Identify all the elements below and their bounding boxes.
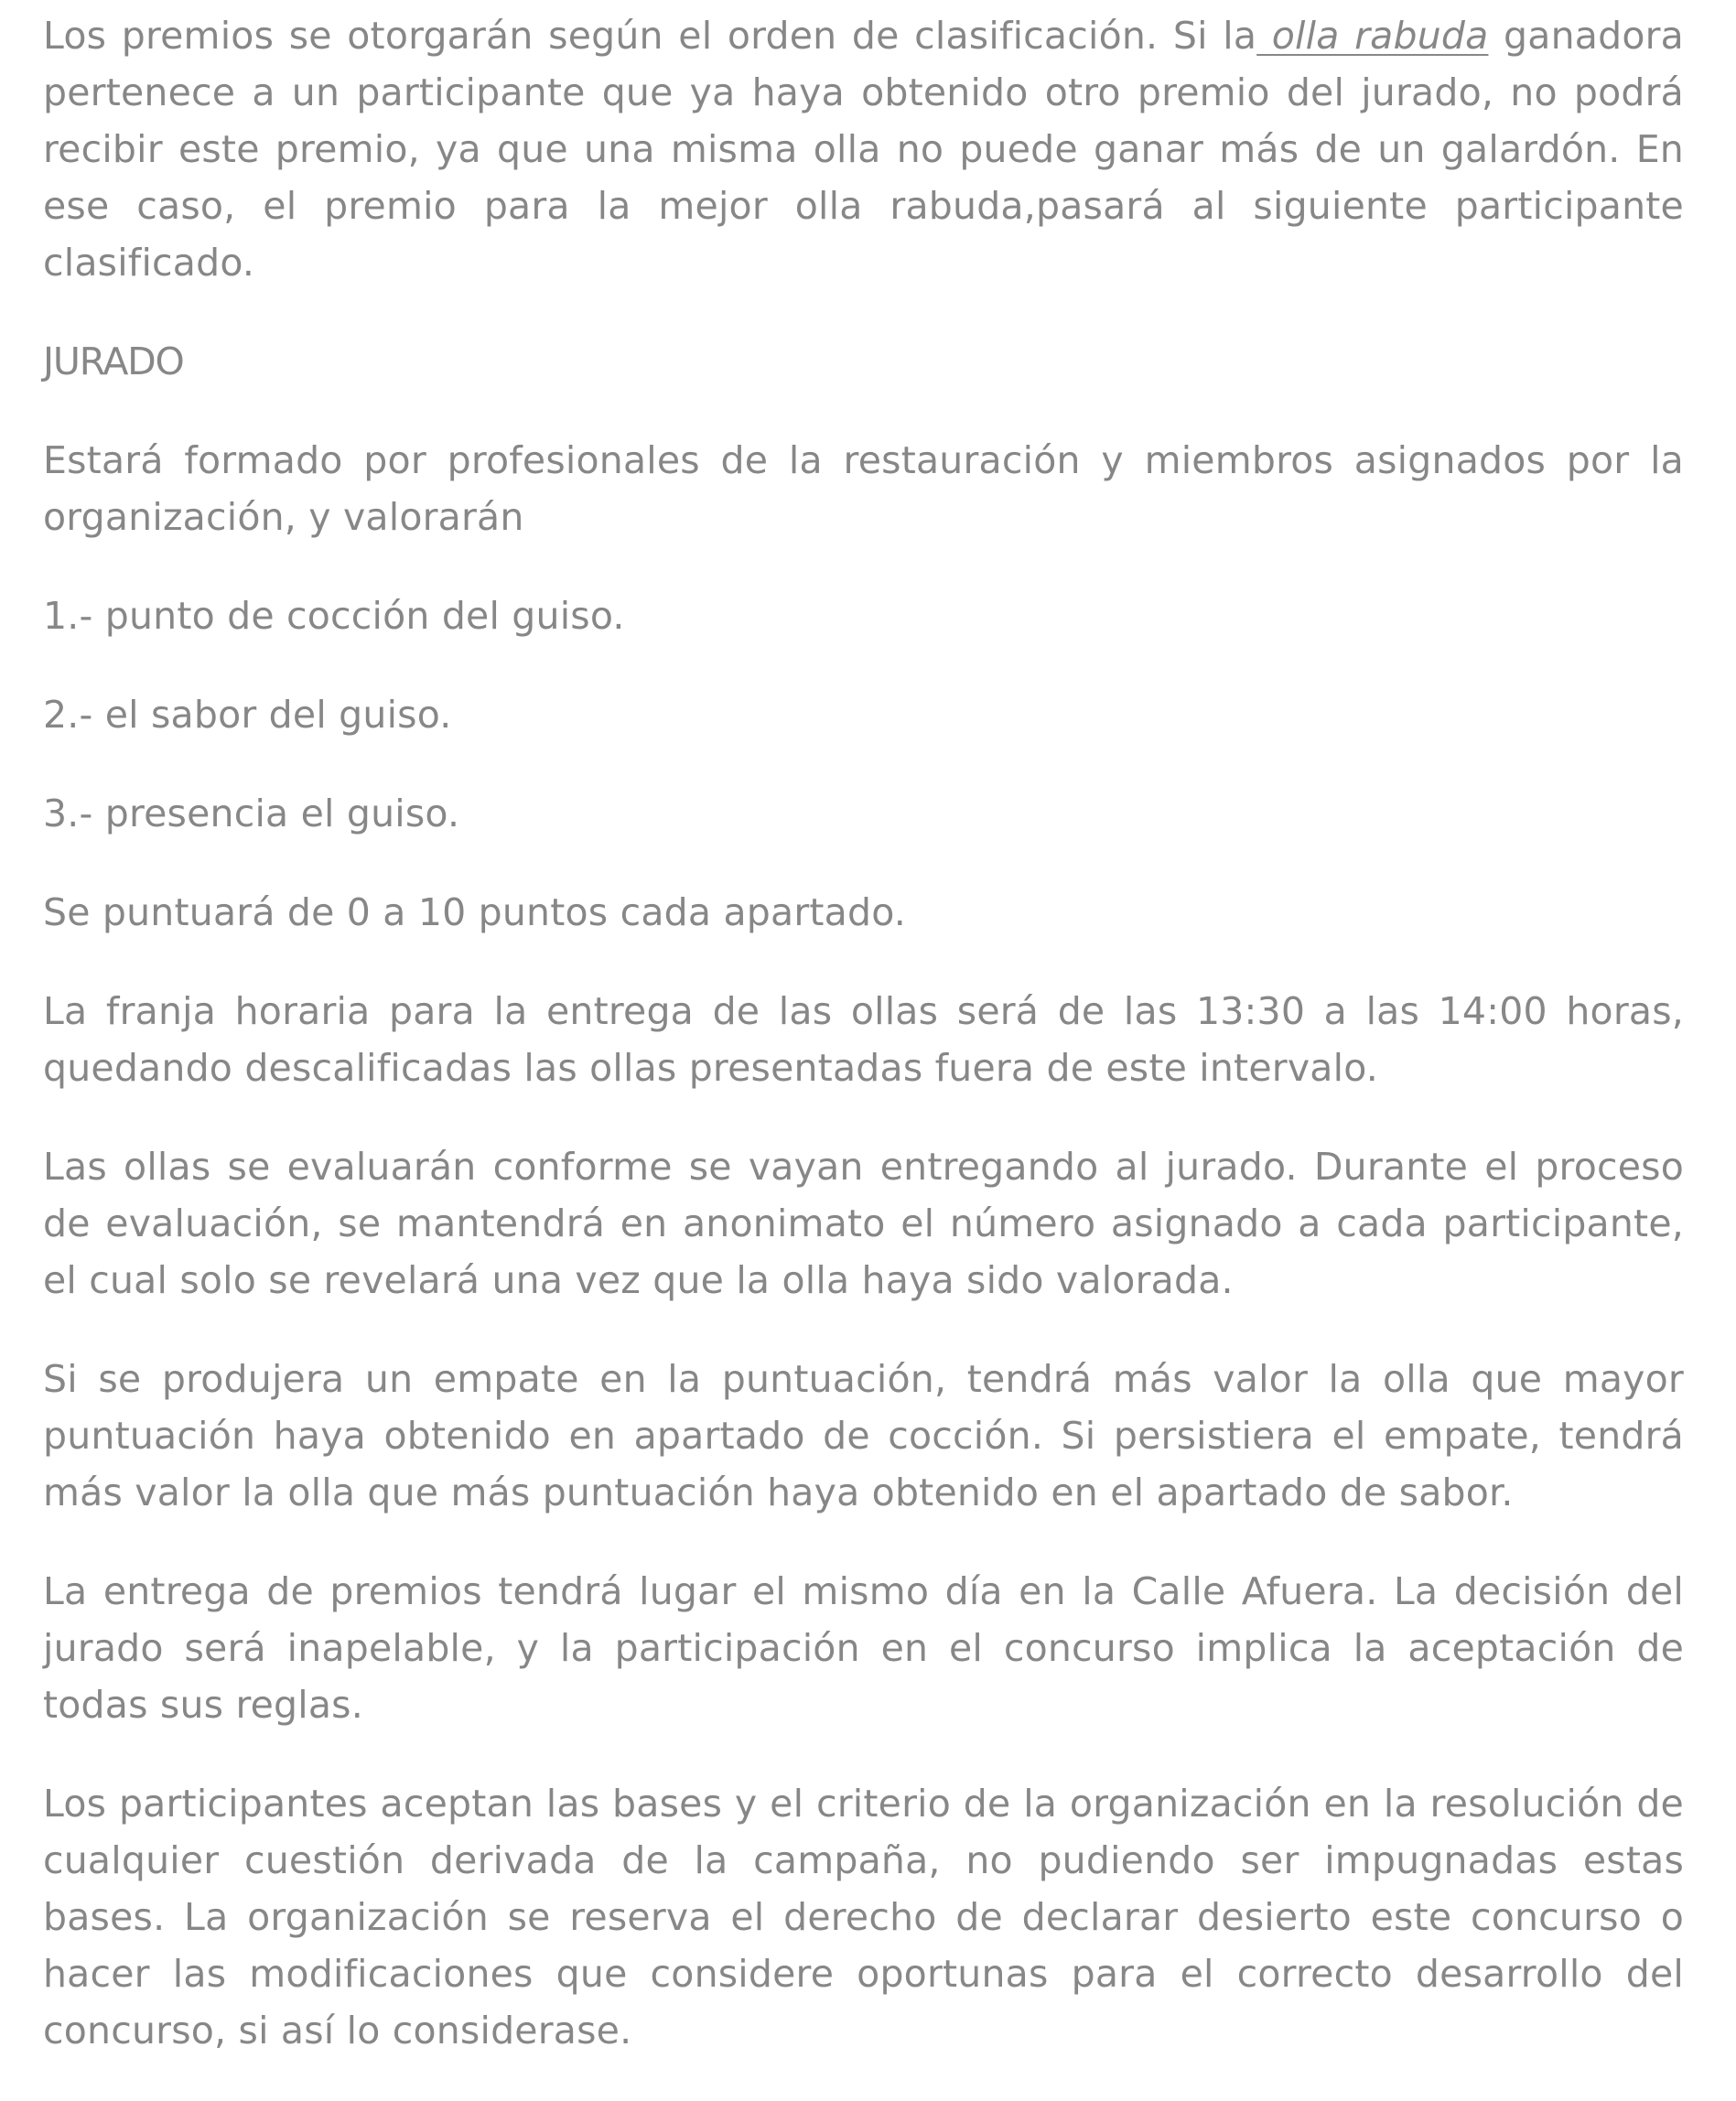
document-page — [43, 7, 1684, 2101]
intro-text-after: ganadora pertenece a un participante que ya haya obtenido otro premio del jurado, no podrá recibir este premio, ya que una misma olla no puede ganar más de un galardón. En ese caso, el premio para la mejor olla rabuda,pasará al siguiente participante clasificado. — [43, 14, 1684, 285]
awards-ceremony-paragraph: La entrega de premios tendrá lugar el mismo día en la Calle Afuera. La decisión del jurado será inapelable, y la participación en el concurso implica la aceptación de todas sus reglas. — [43, 1569, 1684, 1727]
tiebreak-paragraph: Si se produjera un empate en la puntuación, tendrá más valor la olla que mayor puntuación haya obtenido en apartado de cocción. Si persistiera el empate, tendrá más valor la olla que más puntuación haya obtenido en el apartado de sabor. — [43, 1357, 1684, 1514]
criterion-presencia: 3.- presencia el guiso. — [43, 792, 460, 835]
olla-rabuda-emphasis: olla rabuda — [1256, 14, 1489, 58]
intro-text-before: Los premios se otorgarán según el orden de clasificación. Si la — [43, 14, 1257, 58]
scoring-paragraph: Se puntuará de 0 a 10 puntos cada apartado. — [43, 890, 906, 934]
jurado-intro-paragraph: Estará formado por profesionales de la restauración y miembros asignados por la organización, y valorarán — [43, 438, 1684, 539]
terms-acceptance-paragraph: Los participantes aceptan las bases y el criterio de la organización en la resolución de cualquier cuestión derivada de la campaña, no pudiendo ser impugnadas estas bases. La organización se reserva el derecho de declarar desierto este concurso o hacer las modificaciones que considere oportunas para el correcto desarrollo del concurso, si así lo considerase. — [43, 1782, 1684, 2053]
evaluation-paragraph: Las ollas se evaluarán conforme se vayan entregando al jurado. Durante el proceso de evaluación, se mantendrá en anonimato el número asignado a cada participante, el cual solo se revelará una vez que la olla haya sido valorada. — [43, 1145, 1684, 1302]
intro-paragraph — [43, 7, 1684, 291]
criterion-coccion: 1.- punto de cocción del guiso. — [43, 594, 625, 638]
criterion-sabor: 2.- el sabor del guiso. — [43, 693, 452, 737]
jurado-heading: JURADO — [43, 339, 184, 383]
delivery-time-paragraph: La franja horaria para la entrega de las ollas será de las 13:30 a las 14:00 horas, quedando descalificadas las ollas presentadas fuera de este intervalo. — [43, 989, 1684, 1090]
